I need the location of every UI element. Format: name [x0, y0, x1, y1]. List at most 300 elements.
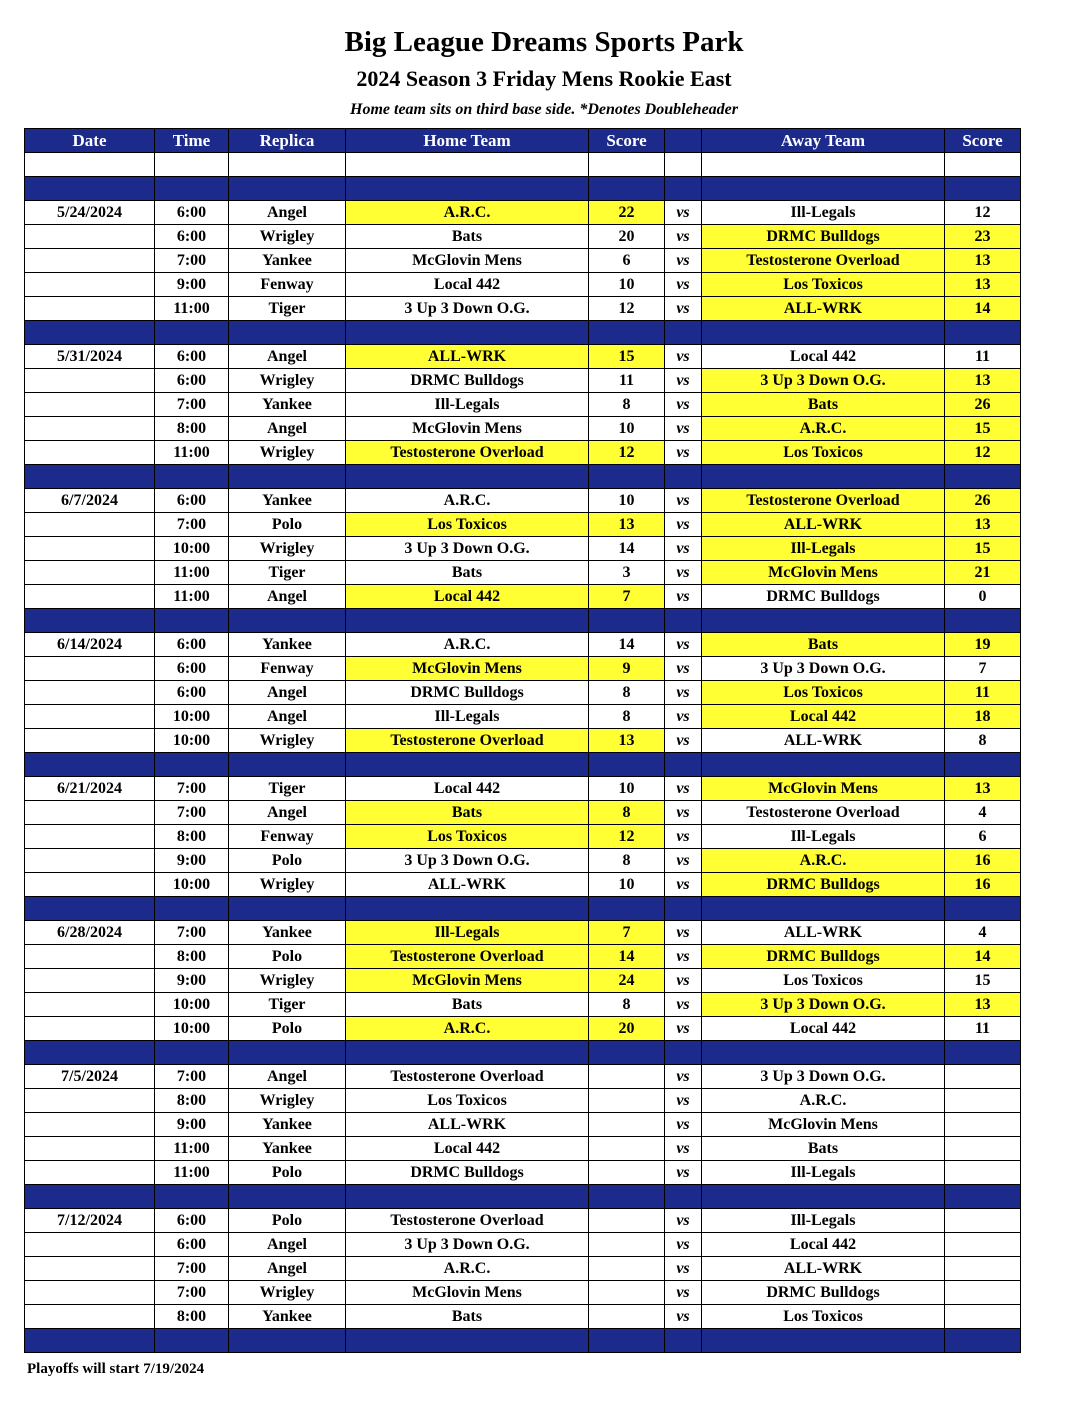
page-title: Big League Dreams Sports Park [344, 26, 744, 58]
home-score [589, 1257, 665, 1281]
home-score: 10 [589, 777, 665, 801]
game-row [25, 1065, 1021, 1089]
home-team: Local 442 [346, 1137, 589, 1161]
away-team: Bats [702, 1137, 945, 1161]
game-date: 6/7/2024 [25, 489, 155, 513]
game-replica: Yankee [229, 1113, 346, 1137]
away-score: 14 [945, 297, 1021, 321]
vs-label: vs [665, 1161, 702, 1185]
home-team: Local 442 [346, 273, 589, 297]
home-team: McGlovin Mens [346, 657, 589, 681]
home-score: 24 [589, 969, 665, 993]
col-home-team: Home Team [346, 129, 589, 153]
col-away-score: Score [945, 129, 1021, 153]
game-date [25, 561, 155, 585]
home-score [589, 1305, 665, 1329]
home-score: 20 [589, 1017, 665, 1041]
vs-label: vs [665, 1113, 702, 1137]
home-score: 10 [589, 417, 665, 441]
schedule-table [24, 128, 1021, 1353]
home-team: McGlovin Mens [346, 249, 589, 273]
game-date [25, 1281, 155, 1305]
game-time: 9:00 [155, 849, 229, 873]
away-team: Ill-Legals [702, 201, 945, 225]
away-team: Testosterone Overload [702, 249, 945, 273]
home-team: Los Toxicos [346, 825, 589, 849]
game-date [25, 1257, 155, 1281]
away-team: ALL-WRK [702, 921, 945, 945]
away-team: ALL-WRK [702, 729, 945, 753]
game-time: 9:00 [155, 969, 229, 993]
game-date [25, 297, 155, 321]
game-date [25, 1089, 155, 1113]
game-date [25, 993, 155, 1017]
vs-label: vs [665, 201, 702, 225]
away-score: 12 [945, 201, 1021, 225]
game-time: 6:00 [155, 345, 229, 369]
game-date [25, 513, 155, 537]
week-separator [25, 321, 1021, 345]
game-date [25, 585, 155, 609]
game-row [25, 393, 1021, 417]
home-team: DRMC Bulldogs [346, 369, 589, 393]
col-replica: Replica [229, 129, 346, 153]
col-home-score: Score [589, 129, 665, 153]
week-separator [25, 753, 1021, 777]
home-score: 12 [589, 297, 665, 321]
home-team: McGlovin Mens [346, 417, 589, 441]
game-replica: Wrigley [229, 873, 346, 897]
game-date [25, 1233, 155, 1257]
game-date: 6/21/2024 [25, 777, 155, 801]
home-score [589, 1137, 665, 1161]
vs-label: vs [665, 969, 702, 993]
game-date [25, 729, 155, 753]
game-time: 11:00 [155, 297, 229, 321]
game-date: 6/28/2024 [25, 921, 155, 945]
vs-label: vs [665, 1233, 702, 1257]
game-row [25, 1161, 1021, 1185]
game-date [25, 393, 155, 417]
home-team: Ill-Legals [346, 705, 589, 729]
away-score: 6 [945, 825, 1021, 849]
away-score: 15 [945, 969, 1021, 993]
game-time: 7:00 [155, 1281, 229, 1305]
away-team: McGlovin Mens [702, 777, 945, 801]
away-score [945, 1161, 1021, 1185]
game-time: 6:00 [155, 201, 229, 225]
game-replica: Wrigley [229, 1089, 346, 1113]
game-replica: Angel [229, 801, 346, 825]
home-score: 10 [589, 489, 665, 513]
away-team: Ill-Legals [702, 825, 945, 849]
home-score: 11 [589, 369, 665, 393]
game-replica: Polo [229, 513, 346, 537]
home-score [589, 1113, 665, 1137]
game-time: 7:00 [155, 1065, 229, 1089]
away-score: 11 [945, 1017, 1021, 1041]
vs-label: vs [665, 585, 702, 609]
game-time: 11:00 [155, 585, 229, 609]
away-score: 19 [945, 633, 1021, 657]
week-separator [25, 1329, 1021, 1353]
game-replica: Angel [229, 681, 346, 705]
away-team: A.R.C. [702, 417, 945, 441]
blank-row [25, 153, 1021, 177]
vs-label: vs [665, 369, 702, 393]
game-time: 10:00 [155, 729, 229, 753]
game-date [25, 849, 155, 873]
col-date: Date [25, 129, 155, 153]
away-team: ALL-WRK [702, 1257, 945, 1281]
game-date: 5/31/2024 [25, 345, 155, 369]
home-team: A.R.C. [346, 201, 589, 225]
game-row [25, 681, 1021, 705]
game-row [25, 1089, 1021, 1113]
game-time: 6:00 [155, 633, 229, 657]
game-time: 6:00 [155, 1233, 229, 1257]
game-date [25, 249, 155, 273]
home-team: Bats [346, 1305, 589, 1329]
away-score: 11 [945, 345, 1021, 369]
home-score: 9 [589, 657, 665, 681]
away-team: Ill-Legals [702, 1161, 945, 1185]
away-team: DRMC Bulldogs [702, 945, 945, 969]
home-team: Los Toxicos [346, 513, 589, 537]
away-team: Local 442 [702, 345, 945, 369]
away-score: 16 [945, 873, 1021, 897]
game-date: 5/24/2024 [25, 201, 155, 225]
game-row [25, 849, 1021, 873]
away-team: DRMC Bulldogs [702, 873, 945, 897]
game-date [25, 873, 155, 897]
game-replica: Yankee [229, 921, 346, 945]
game-row [25, 561, 1021, 585]
away-score: 26 [945, 393, 1021, 417]
vs-label: vs [665, 1137, 702, 1161]
game-time: 11:00 [155, 1137, 229, 1161]
home-score: 6 [589, 249, 665, 273]
game-time: 9:00 [155, 273, 229, 297]
away-team: Local 442 [702, 705, 945, 729]
game-date [25, 657, 155, 681]
home-team: A.R.C. [346, 1257, 589, 1281]
away-score: 13 [945, 513, 1021, 537]
away-score [945, 1257, 1021, 1281]
game-time: 7:00 [155, 801, 229, 825]
game-row [25, 657, 1021, 681]
away-score: 21 [945, 561, 1021, 585]
away-score [945, 1305, 1021, 1329]
vs-label: vs [665, 561, 702, 585]
vs-label: vs [665, 681, 702, 705]
home-score: 8 [589, 705, 665, 729]
home-score: 10 [589, 273, 665, 297]
away-score: 14 [945, 945, 1021, 969]
away-score: 13 [945, 273, 1021, 297]
home-score: 22 [589, 201, 665, 225]
away-score [945, 1281, 1021, 1305]
away-score: 15 [945, 417, 1021, 441]
game-row [25, 1233, 1021, 1257]
vs-label: vs [665, 441, 702, 465]
home-score: 12 [589, 825, 665, 849]
game-date [25, 537, 155, 561]
home-score: 8 [589, 993, 665, 1017]
game-time: 6:00 [155, 369, 229, 393]
away-team: DRMC Bulldogs [702, 225, 945, 249]
vs-label: vs [665, 993, 702, 1017]
away-team: Local 442 [702, 1233, 945, 1257]
home-score: 12 [589, 441, 665, 465]
game-time: 8:00 [155, 1305, 229, 1329]
vs-label: vs [665, 801, 702, 825]
home-score: 14 [589, 945, 665, 969]
home-score [589, 1233, 665, 1257]
vs-label: vs [665, 849, 702, 873]
home-team: 3 Up 3 Down O.G. [346, 297, 589, 321]
home-score: 7 [589, 921, 665, 945]
vs-label: vs [665, 825, 702, 849]
vs-label: vs [665, 393, 702, 417]
game-row [25, 513, 1021, 537]
col-away-team: Away Team [702, 129, 945, 153]
home-score: 14 [589, 633, 665, 657]
away-score [945, 1065, 1021, 1089]
away-score: 26 [945, 489, 1021, 513]
week-separator [25, 897, 1021, 921]
home-team: McGlovin Mens [346, 1281, 589, 1305]
away-score: 8 [945, 729, 1021, 753]
away-score: 12 [945, 441, 1021, 465]
home-score: 3 [589, 561, 665, 585]
away-team: 3 Up 3 Down O.G. [702, 993, 945, 1017]
away-team: Los Toxicos [702, 969, 945, 993]
week-separator [25, 465, 1021, 489]
away-score [945, 1233, 1021, 1257]
game-row [25, 1257, 1021, 1281]
game-replica: Polo [229, 945, 346, 969]
away-score: 13 [945, 369, 1021, 393]
away-team: McGlovin Mens [702, 561, 945, 585]
game-time: 8:00 [155, 417, 229, 441]
away-team: Bats [702, 393, 945, 417]
game-date [25, 945, 155, 969]
game-replica: Yankee [229, 249, 346, 273]
away-team: Local 442 [702, 1017, 945, 1041]
home-score: 10 [589, 873, 665, 897]
home-score: 15 [589, 345, 665, 369]
game-replica: Yankee [229, 489, 346, 513]
game-row [25, 225, 1021, 249]
away-team: ALL-WRK [702, 297, 945, 321]
home-team: Testosterone Overload [346, 945, 589, 969]
home-score: 8 [589, 681, 665, 705]
game-time: 6:00 [155, 489, 229, 513]
vs-label: vs [665, 705, 702, 729]
col-time: Time [155, 129, 229, 153]
away-team: 3 Up 3 Down O.G. [702, 1065, 945, 1089]
away-score: 13 [945, 777, 1021, 801]
away-score [945, 1209, 1021, 1233]
game-row [25, 705, 1021, 729]
away-team: DRMC Bulldogs [702, 585, 945, 609]
home-team-note: Home team sits on third base side. *Denotes Doubleheader [350, 101, 738, 118]
home-score: 13 [589, 513, 665, 537]
game-time: 10:00 [155, 873, 229, 897]
away-team: Los Toxicos [702, 273, 945, 297]
away-score [945, 1137, 1021, 1161]
game-replica: Wrigley [229, 1281, 346, 1305]
game-date [25, 1137, 155, 1161]
game-replica: Polo [229, 849, 346, 873]
game-date [25, 1161, 155, 1185]
game-replica: Tiger [229, 297, 346, 321]
game-time: 7:00 [155, 1257, 229, 1281]
game-row [25, 417, 1021, 441]
game-replica: Polo [229, 1209, 346, 1233]
game-replica: Wrigley [229, 441, 346, 465]
game-replica: Yankee [229, 633, 346, 657]
game-replica: Angel [229, 1065, 346, 1089]
away-team: 3 Up 3 Down O.G. [702, 657, 945, 681]
vs-label: vs [665, 273, 702, 297]
vs-label: vs [665, 1017, 702, 1041]
home-score [589, 1161, 665, 1185]
away-team: Los Toxicos [702, 1305, 945, 1329]
vs-label: vs [665, 1209, 702, 1233]
week-separator [25, 177, 1021, 201]
vs-label: vs [665, 1257, 702, 1281]
home-score: 8 [589, 849, 665, 873]
game-date [25, 369, 155, 393]
vs-label: vs [665, 633, 702, 657]
game-replica: Yankee [229, 393, 346, 417]
vs-label: vs [665, 249, 702, 273]
home-team: 3 Up 3 Down O.G. [346, 1233, 589, 1257]
game-time: 10:00 [155, 1017, 229, 1041]
game-date [25, 969, 155, 993]
vs-label: vs [665, 657, 702, 681]
away-team: Bats [702, 633, 945, 657]
game-replica: Angel [229, 1257, 346, 1281]
home-team: ALL-WRK [346, 1113, 589, 1137]
home-team: Ill-Legals [346, 921, 589, 945]
home-team: Bats [346, 801, 589, 825]
away-score: 7 [945, 657, 1021, 681]
game-time: 10:00 [155, 705, 229, 729]
game-date [25, 1113, 155, 1137]
game-row [25, 921, 1021, 945]
game-replica: Fenway [229, 657, 346, 681]
away-score: 0 [945, 585, 1021, 609]
game-replica: Fenway [229, 825, 346, 849]
away-score: 4 [945, 801, 1021, 825]
game-row [25, 1137, 1021, 1161]
game-replica: Wrigley [229, 369, 346, 393]
game-row [25, 249, 1021, 273]
home-score: 8 [589, 393, 665, 417]
game-date [25, 801, 155, 825]
game-date: 7/12/2024 [25, 1209, 155, 1233]
game-time: 8:00 [155, 945, 229, 969]
away-score: 18 [945, 705, 1021, 729]
away-team: Los Toxicos [702, 441, 945, 465]
game-date [25, 273, 155, 297]
game-row [25, 1017, 1021, 1041]
game-replica: Angel [229, 705, 346, 729]
away-score: 23 [945, 225, 1021, 249]
game-date [25, 705, 155, 729]
game-row [25, 873, 1021, 897]
vs-label: vs [665, 873, 702, 897]
home-team: Testosterone Overload [346, 1209, 589, 1233]
game-time: 11:00 [155, 561, 229, 585]
away-score: 16 [945, 849, 1021, 873]
home-score: 20 [589, 225, 665, 249]
game-replica: Polo [229, 1161, 346, 1185]
away-team: DRMC Bulldogs [702, 1281, 945, 1305]
game-replica: Tiger [229, 777, 346, 801]
game-date [25, 225, 155, 249]
away-team: A.R.C. [702, 1089, 945, 1113]
header-row [25, 129, 1021, 153]
game-time: 7:00 [155, 393, 229, 417]
vs-label: vs [665, 513, 702, 537]
home-score: 14 [589, 537, 665, 561]
vs-label: vs [665, 921, 702, 945]
home-team: A.R.C. [346, 489, 589, 513]
vs-label: vs [665, 417, 702, 441]
game-time: 9:00 [155, 1113, 229, 1137]
away-score [945, 1113, 1021, 1137]
home-team: Bats [346, 561, 589, 585]
vs-label: vs [665, 1089, 702, 1113]
home-score [589, 1089, 665, 1113]
home-team: Bats [346, 225, 589, 249]
game-row [25, 537, 1021, 561]
playoffs-note: Playoffs will start 7/19/2024 [27, 1361, 205, 1377]
game-replica: Angel [229, 201, 346, 225]
home-team: A.R.C. [346, 633, 589, 657]
game-row [25, 1113, 1021, 1137]
game-row [25, 273, 1021, 297]
away-score [945, 1089, 1021, 1113]
game-replica: Yankee [229, 1305, 346, 1329]
home-team: 3 Up 3 Down O.G. [346, 537, 589, 561]
game-row [25, 441, 1021, 465]
game-row [25, 945, 1021, 969]
game-time: 6:00 [155, 681, 229, 705]
home-score [589, 1281, 665, 1305]
game-row [25, 585, 1021, 609]
col-vs [665, 129, 702, 153]
game-row [25, 801, 1021, 825]
vs-label: vs [665, 537, 702, 561]
vs-label: vs [665, 225, 702, 249]
game-row [25, 369, 1021, 393]
game-replica: Tiger [229, 993, 346, 1017]
away-team: A.R.C. [702, 849, 945, 873]
game-time: 6:00 [155, 225, 229, 249]
away-score: 4 [945, 921, 1021, 945]
vs-label: vs [665, 1065, 702, 1089]
game-row [25, 1305, 1021, 1329]
game-time: 7:00 [155, 249, 229, 273]
game-row [25, 825, 1021, 849]
game-date: 6/14/2024 [25, 633, 155, 657]
game-replica: Tiger [229, 561, 346, 585]
